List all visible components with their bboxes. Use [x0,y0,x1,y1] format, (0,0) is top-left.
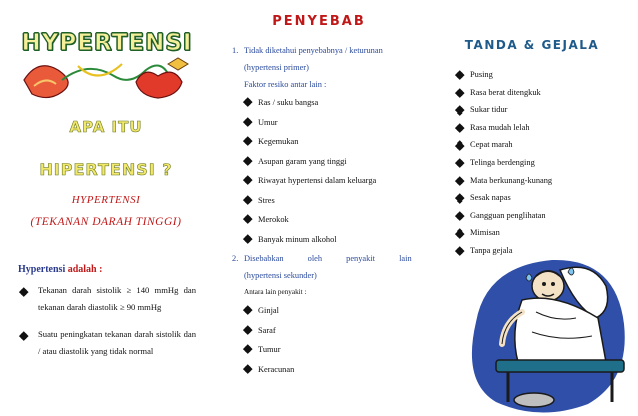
diamond-bullet-icon [20,288,28,296]
disease-list [244,301,420,379]
cause-secondary [232,250,420,379]
list-item-text: Suatu peningkatan tekanan darah sistolik dan / atau diastolik yang tidak normal [38,329,196,356]
hypertension-heading [18,264,102,275]
list-item [244,210,420,230]
diamond-bullet-icon [244,137,252,145]
diamond-bullet-icon [456,141,464,149]
symptoms-title: TANDA & GEJALA [464,38,600,52]
list-item [244,301,420,321]
list-item-text: Keracunan [258,364,295,374]
list-item [244,360,420,380]
list-item-text: Telinga berdenging [470,157,535,167]
diamond-bullet-icon [244,306,252,314]
list-item-text: Tumur [258,345,281,354]
list-item-text: Stres [258,195,275,205]
diamond-bullet-icon [244,235,252,243]
sick-patient-illustration [456,252,632,416]
list-item-text: Gangguan penglihatan [470,210,546,220]
definition-subtitle: (TEKANAN DARAH TINGGI) [30,216,182,228]
diamond-bullet-icon [244,176,252,184]
diamond-bullet-icon [244,157,252,165]
list-item [456,189,552,207]
causes-title: PENYEBAB [272,14,366,29]
disease-label: Antara lain penyakit : [244,288,307,296]
definition-list [18,282,196,370]
list-item-text: Tanpa gejala [470,245,513,255]
symptoms-list [456,66,552,260]
list-item [244,152,420,172]
list-item [456,136,552,154]
diamond-bullet-icon [244,326,252,334]
list-item [456,172,552,190]
cause-number: 1. [232,46,239,55]
list-item [244,93,420,113]
hypertension-term: Hypertensi [18,264,66,275]
diamond-bullet-icon [456,212,464,220]
list-item-text: Saraf [258,325,276,335]
list-item [18,282,196,316]
list-item [456,224,552,242]
list-item-text: Asupan garam yang tinggi [258,156,347,166]
list-item [456,154,552,172]
diamond-bullet-icon [244,98,252,106]
list-item-text: Cepat marah [470,140,513,150]
heart-illustration [18,56,198,102]
list-item-text: Pusing [470,70,493,79]
diamond-bullet-icon [456,124,464,132]
list-item-text: Mata berkunang-kunang [470,175,553,185]
list-item [456,66,552,84]
list-item-text: Merokok [258,215,289,224]
list-item [244,230,420,250]
list-item-text: Kegemukan [258,137,299,146]
list-item [18,326,196,360]
diamond-bullet-icon [456,89,464,97]
cause-description: Tidak diketahui penyebabnya / keturunan [244,46,383,55]
diamond-bullet-icon [456,229,464,237]
cause-primary [232,42,420,249]
list-item [244,321,420,341]
list-item-text: Riwayat hypertensi dalam keluarga [258,176,377,185]
risk-factor-list [244,93,420,249]
definition-title: HYPERTENSI [71,194,141,206]
list-item-text: Rasa mudah lelah [470,122,530,132]
list-item [244,191,420,211]
diamond-bullet-icon [456,177,464,185]
adalah-label: adalah : [67,264,103,275]
diamond-bullet-icon [20,332,28,340]
panel-causes [212,0,426,416]
list-item-text: Sukar tidur [470,105,508,115]
diamond-bullet-icon [456,106,464,114]
diamond-bullet-icon [456,71,464,79]
list-item [244,113,420,133]
list-item [456,119,552,137]
list-item [456,84,552,102]
panel-definition [0,0,212,416]
diamond-bullet-icon [456,194,464,202]
list-item [244,340,420,360]
diamond-bullet-icon [244,215,252,223]
cause-type: (hypertensi primer) [244,63,309,72]
list-item [456,101,552,119]
list-item-text: Ginjal [258,306,279,315]
cause-type: (hypertensi sekunder) [244,271,317,280]
risk-factor-label: Faktor resiko antar lain : [244,80,327,89]
question-line-2: HIPERTENSI ? [39,160,173,179]
list-item-text: Mimisan [470,228,500,238]
diamond-bullet-icon [244,345,252,353]
list-item [244,132,420,152]
list-item-text: Ras / suku bangsa [258,98,319,107]
brochure-title: HYPERTENSI [21,30,193,56]
list-item [244,171,420,191]
list-item [456,207,552,225]
diamond-bullet-icon [244,118,252,126]
list-item-text: Banyak minum alkohol [258,234,337,244]
list-item-text: Rasa berat ditengkuk [470,87,541,97]
list-item-text: Sesak napas [470,193,511,203]
question-line-1: APA ITU [69,118,143,136]
diamond-bullet-icon [244,365,252,373]
diamond-bullet-icon [244,196,252,204]
diamond-bullet-icon [456,159,464,167]
list-item-text: Tekanan darah sistolik ≥ 140 mmHg dan tekanan darah diastolik ≥ 90 mmHg [38,285,196,312]
cause-description: Disebabkan oleh penyakit lain [244,254,412,263]
list-item-text: Umur [258,117,278,127]
cause-number: 2. [232,254,239,263]
